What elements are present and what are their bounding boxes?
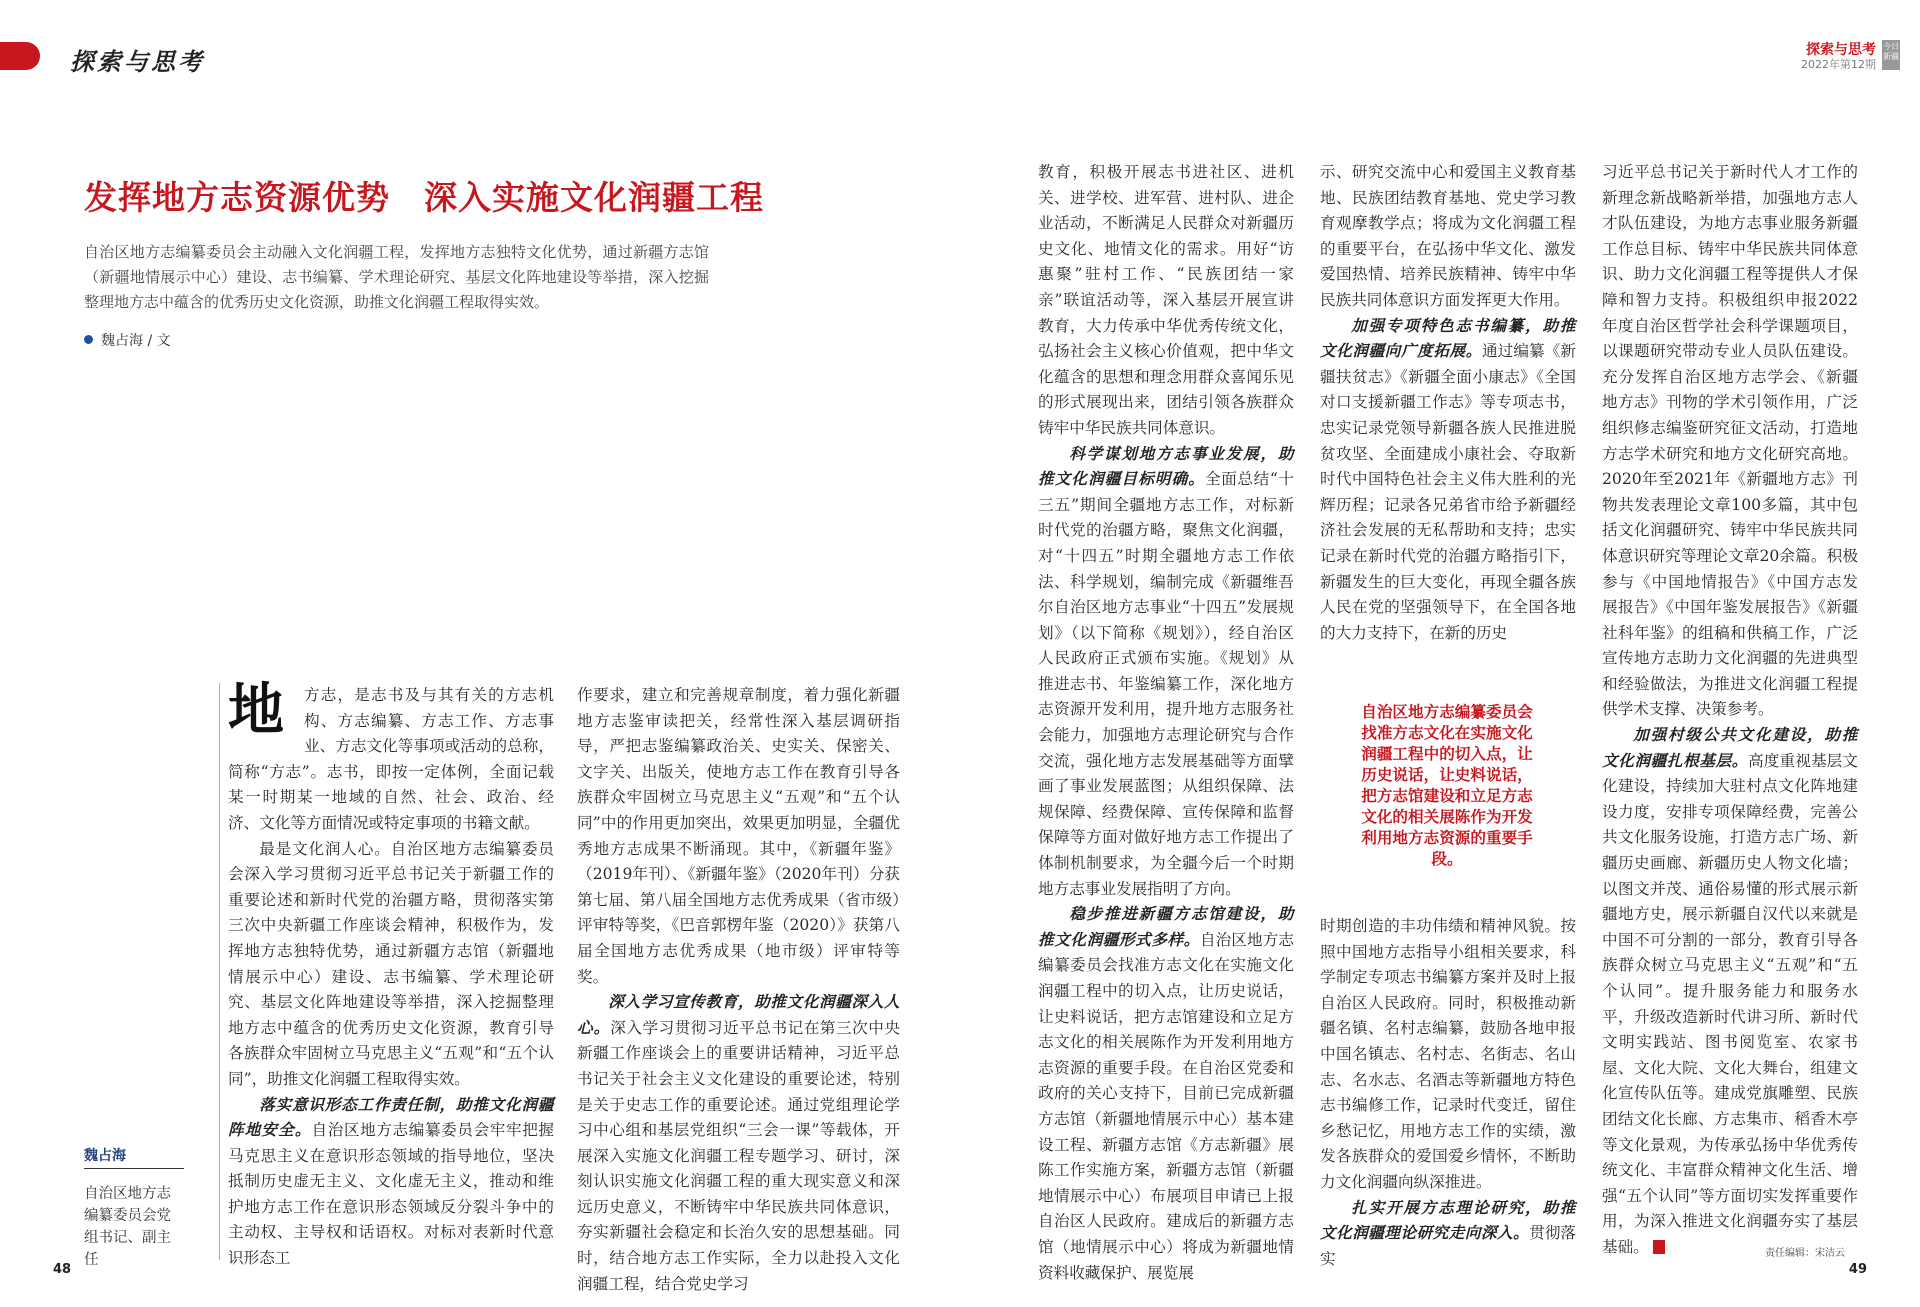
- author-description: 自治区地方志编纂委员会党组书记、副主任: [84, 1186, 171, 1268]
- paragraph: 习近平总书记关于新时代人才工作的新理念新战略新举措，加强地方志人才队伍建设，为地方志事业服务新疆工作总目标、铸牢中华民族共同体意识、助力文化润疆工程等提供人才保障和智力支持。积极组织申报2022年度自治区哲学社会科学课题项目，以课题研究带动专业人员队伍建设。充分发挥自治区地方志学会、《新疆地方志》刊物的学术引领作用，广泛组织修志编鉴研究征文活动，打造地方志学术研究和地方文化研究高地。2020年至2021年《新疆地方志》刊物共发表理论文章100多篇，其中包括文化润疆研究、铸牢中华民族共同体意识研究等理论文章20余篇。积极参与《中国地情报告》《中国方志发展报告》《中国年鉴发展报告》《新疆社科年鉴》的组稿和供稿工作，广泛宣传地方志助力文化润疆的先进典型和经验做法，为推进文化润疆工程提供学术支撑、决策参考。: [1602, 163, 1858, 719]
- body-column-4-bottom: [1320, 914, 1577, 1268]
- article-summary: 自治区地方志编纂委员会主动融入文化润疆工程，发挥地方志独特文化优势，通过新疆方志馆（新疆地情展示中心）建设、志书编纂、学术理论研究、基层文化阵地建设等举措，深入挖掘整理地方志中蕴含的优秀历史文化资源，助推文化润疆工程取得实效。: [84, 243, 709, 311]
- paragraph-text: 自治区地方志编纂委员会牢牢把握马克思主义在意识形态领域的指导地位，坚决抵制历史虚无主义、文化虚无主义，推动和维护地方志工作在意识形态领域反分裂斗争中的主动权、主导权和话语权。对标对表新时代意识形态工: [228, 1121, 554, 1268]
- paragraph: [1038, 442, 1294, 903]
- subhead: 科学谋划地方志事业发展，助推文化润疆目标明确。: [1038, 444, 1294, 489]
- paragraph-text: 通过编纂《新疆扶贫志》《新疆全面小康志》《全国对口支援新疆工作志》等专项志书，忠实记录党领导新疆各族人民推进脱贫攻坚、全面建成小康社会、夺取新时代中国特色社会主义伟大胜利的光辉历程；记录各兄弟省市给予新疆经济社会发展的无私帮助和支持；忠实记录在新时代党的治疆方略指引下，新疆发生的巨大变化，再现全疆各族人民在党的坚强领导下，在全国各地的大力支持下，在新的历史: [1320, 342, 1576, 642]
- body-column-5: [1602, 160, 1858, 1263]
- paragraph-text: 自治区地方志编纂委员会找准方志文化在实施文化润疆工程中的切入点，让历史说话，让史料说话，把方志馆建设和立足方志文化的相关展陈作为开发利用地方志资源的重要手段。在自治区党委和政府的关心支持下，目前已完成新疆方志馆（新疆地情展示中心）基本建设工程、新疆方志馆《方志新疆》展陈工作实施方案，新疆方志馆（新疆地情展示中心）布展项目申请已上报自治区人民政府。建成后的新疆方志馆（地情展示中心）将成为新疆地情资料收藏保护、展览展: [1038, 930, 1294, 1282]
- paragraph: 最是文化润人心。自治区地方志编纂委员会深入学习贯彻习近平总书记关于新疆工作的重要论述和新时代党的治疆方略，贯彻落实第三次中央新疆工作座谈会精神，积极作为，发挥地方志独特优势，通过新疆方志馆（新疆地情展示中心）建设、志书编纂、学术理论研究、基层文化阵地建设等举措，深入挖掘整理地方志中蕴含的优秀历史文化资源，教育引导各族群众牢固树立马克思主义“五观”和“五个认同”，助推文化润疆工程取得实效。: [228, 839, 554, 1088]
- body-column-3: [1038, 160, 1294, 1282]
- subhead: 深入学习宣传教育，助推文化润疆深入人心。: [577, 993, 900, 1037]
- body-column-1: [228, 678, 554, 1268]
- paragraph: [1320, 1196, 1576, 1273]
- byline-text: 魏占海 / 文: [101, 333, 171, 349]
- paragraph: [577, 990, 900, 1297]
- article-title: 发挥地方志资源优势 深入实施文化润疆工程: [84, 178, 764, 217]
- section-tab-marker: [0, 42, 40, 70]
- running-header-section: 探索与思考: [1806, 42, 1876, 58]
- paragraph: [228, 678, 554, 837]
- subhead: 落实意识形态工作责任制，助推文化润疆阵地安全。: [228, 1095, 554, 1140]
- paragraph-text: 贯彻落实: [1320, 1224, 1577, 1268]
- paragraph: [1320, 314, 1576, 647]
- paragraph: 时期创造的丰功伟绩和精神风貌。按照中国地方志指导小组相关要求，科学制定专项志书编纂方案并及时上报自治区人民政府。同时，积极推动新疆名镇、名村志编纂，鼓励各地申报中国名镇志、名村志、名街志、名山志、名水志、名酒志等新疆地方特色志书编修工作，记录时代变迁，留住乡愁记忆，用地方志工作的实绩，激发各族群众的爱国爱乡情怀，不断助力文化润疆向纵深推进。: [1320, 917, 1576, 1191]
- author-box: [84, 1145, 184, 1271]
- body-column-4-top: [1320, 160, 1576, 642]
- page-number-right: 49: [1848, 1262, 1867, 1277]
- page-number-left: 48: [53, 1262, 72, 1277]
- byline: [84, 330, 171, 350]
- paragraph: [228, 1093, 554, 1272]
- column-divider: [219, 683, 220, 1260]
- paragraph-text: 高度重视基层文化建设，持续加大驻村点文化阵地建设力度，安排专项保障经费，完善公共文化服务设施，打造方志广场、新疆历史画廊、新疆历史人物文化墙；以图文并茂、通俗易懂的形式展示新疆地方史，展示新疆自汉代以来就是中国不可分割的一部分，教育引导各族群众树立马克思主义“五观”和“五个认同”。提升服务能力和服务水平，升级改造新时代讲习所、新时代文明实践站、图书阅览室、农家书屋、文化大院、文化大舞台，组建文化宣传队伍等。建成党旗雕塑、民族团结文化长廊、方志集市、稻香木亭等文化景观，为传承弘扬中华优秀传统文化、丰富群众精神文化生活、增强“五个认同”等方面切实发挥重要作用，为深入推进文化润疆夯实了基层基础。: [1602, 751, 1858, 1256]
- author-name: 魏占海: [84, 1145, 184, 1169]
- paragraph-text: 深入学习贯彻习近平总书记在第三次中央新疆工作座谈会上的重要讲话精神，习近平总书记关于社会主义文化建设的重要论述，特别是关于史志工作的重要论述。通过党组理论学习中心组和基层党组织“三会一课”等载体，开展深入实施文化润疆工程专题学习、研讨，深刻认识实施文化润疆工程的重大现实意义和深远历史意义，不断铸牢中华民族共同体意识，夯实新疆社会稳定和长治久安的思想基础。同时，结合地方志工作实际，全力以赴投入文化润疆工程，结合党史学习: [577, 1018, 900, 1293]
- subhead: 稳步推进新疆方志馆建设，助推文化润疆形式多样。: [1038, 905, 1294, 949]
- drop-cap: 地: [228, 678, 284, 743]
- paragraph: 作要求，建立和完善规章制度，着力强化新疆地方志鉴审读把关，经常性深入基层调研指导，严把志鉴编纂政治关、史实关、保密关、文字关、出版关，使地方志工作在教育引导各族群众牢固树立马克思主义“五观”和“五个认同”中的作用更加突出，效果更加明显，全疆优秀地方志成果不断涌现。其中，《新疆年鉴》（2019年刊）、《新疆年鉴》（2020年刊）分获第七届、第八届全国地方志优秀成果（省市级）评审特等奖，《巴音郭楞年鉴（2020）》获第八届全国地方志优秀成果（地市级）评审特等奖。: [577, 686, 900, 986]
- subhead: 加强村级公共文化建设，助推文化润疆扎根基层。: [1602, 726, 1858, 770]
- subhead: 加强专项特色志书编纂，助推文化润疆向广度拓展。: [1320, 316, 1576, 361]
- paragraph-text: 全面总结“十三五”期间全疆地方志工作，对标新时代党的治疆方略，聚焦文化润疆，对“十四五”时期全疆地方志工作依法、科学规划，编制完成《新疆维吾尔自治区地方志事业“十四五”发展规划》（以下简称《规划》），经自治区人民政府正式颁布实施。《规划》从推进志书、年鉴编纂工作，深化地方志资源开发利用，提升地方志服务社会能力，加强地方志理论研究与合作交流，强化地方志发展基础等方面擘画了事业发展蓝图；从组织保障、法规保障、经费保障、宣传保障和监督保障等方面对做好地方志工作提出了体制机制要求，为全疆今后一个时期地方志事业发展指明了方向。: [1038, 470, 1294, 898]
- pull-quote: 自治区地方志编纂委员会找准方志文化在实施文化润疆工程中的切入点，让历史说话，让史料说话，把方志馆建设和立足方志文化的相关展陈作为开发利用地方志资源的重要手段。: [1361, 703, 1533, 868]
- body-column-2: [577, 683, 900, 1293]
- paragraph: [1038, 902, 1294, 1286]
- paragraph: 示、研究交流中心和爱国主义教育基地、民族团结教育基地、党史学习教育观摩教学点；将成为文化润疆工程的重要平台，在弘扬中华文化、激发爱国热情、培养民族精神、铸牢中华民族共同体意识方面发挥更大作用。: [1320, 163, 1576, 309]
- responsible-editor: 责任编辑：宋洁云: [1765, 1248, 1845, 1259]
- end-mark-icon: [1653, 1240, 1665, 1254]
- magazine-logo: 今日新疆: [1882, 40, 1900, 70]
- byline-dot-icon: [84, 335, 93, 344]
- paragraph: 教育，积极开展志书进社区、进机关、进学校、进军营、进村队、进企业活动，不断满足人民群众对新疆历史文化、地情文化的需求。用好“访惠聚”驻村工作、“民族团结一家亲”联谊活动等，深入基层开展宣讲教育，大力传承中华优秀传统文化，弘扬社会主义核心价值观，把中华文化蕴含的思想和理念用群众喜闻乐见的形式展现出来，团结引领各族群众铸牢中华民族共同体意识。: [1038, 163, 1294, 437]
- running-header-right: [1801, 42, 1876, 71]
- subhead: 扎实开展方志理论研究，助推文化润疆理论研究走向深入。: [1320, 1198, 1576, 1243]
- section-title-left: 探索与思考: [70, 47, 205, 76]
- running-header-issue: 2022年第12期: [1801, 58, 1876, 71]
- paragraph-text: 方志，是志书及与其有关的方志机构、方志编纂、方志工作、方志事业、方志文化等事项或活动的总称，简称“方志”。志书，即按一定体例，全面记载某一时期某一地域的自然、社会、政治、经济、文化等方面情况或特定事项的书籍文献。: [228, 686, 554, 832]
- paragraph: [1602, 723, 1858, 1260]
